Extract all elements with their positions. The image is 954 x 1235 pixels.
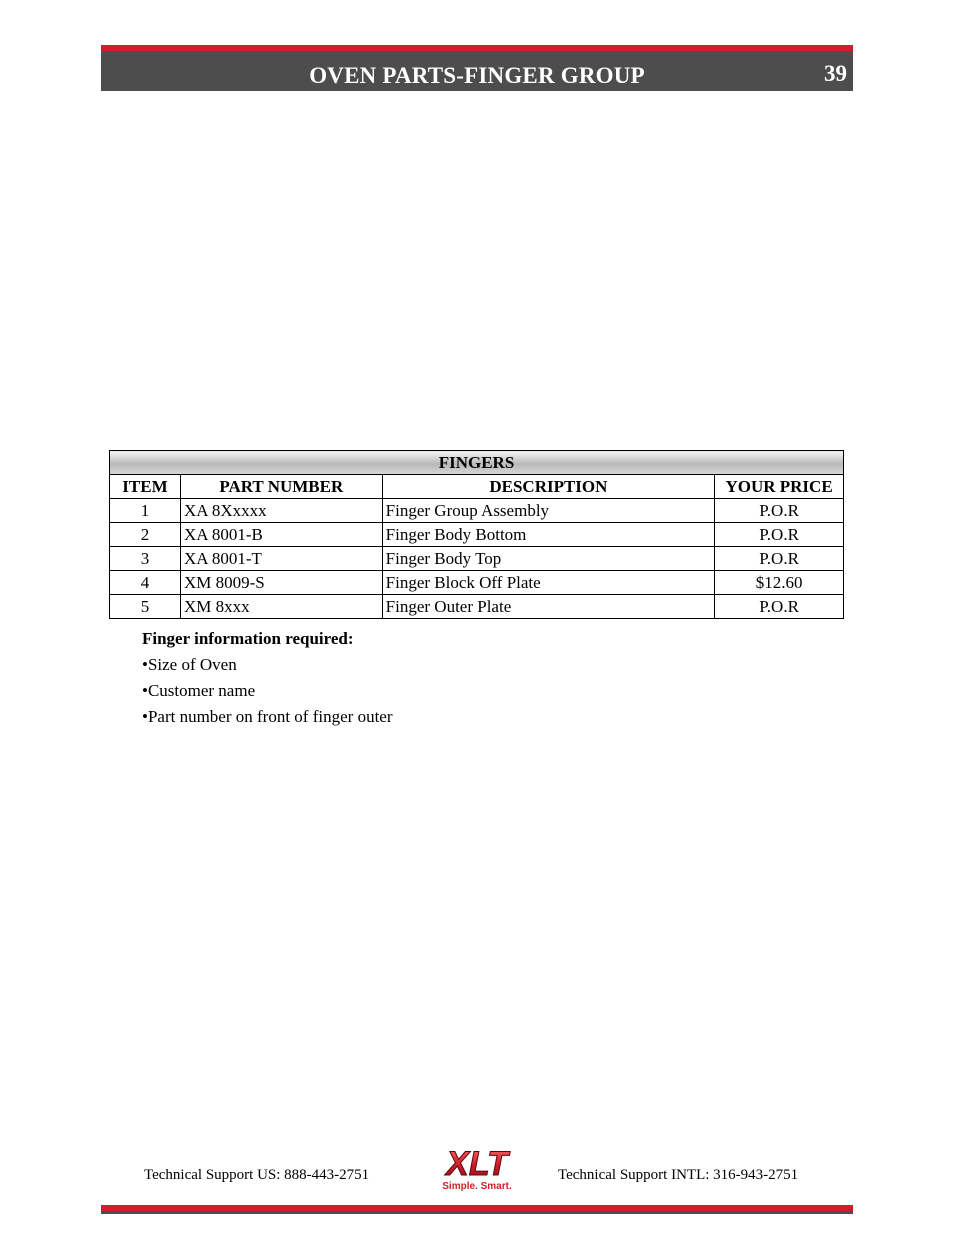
note-item: •Size of Oven (142, 655, 237, 674)
cell-description: Finger Outer Plate (382, 595, 714, 619)
cell-item: 4 (110, 571, 181, 595)
column-header-price: YOUR PRICE (715, 475, 844, 499)
xlt-logo (428, 1143, 526, 1193)
notes-title: Finger information required: (142, 629, 354, 648)
cell-price: P.O.R (715, 523, 844, 547)
cell-price: P.O.R (715, 547, 844, 571)
column-header-item: ITEM (110, 475, 181, 499)
logo-tagline: Simple. Smart. (442, 1181, 512, 1192)
table-row (110, 595, 844, 619)
column-header-description: DESCRIPTION (382, 475, 714, 499)
page-number: 39 (824, 61, 847, 86)
cell-part-number: XA 8001-T (180, 547, 382, 571)
cell-item: 2 (110, 523, 181, 547)
table-row (110, 571, 844, 595)
cell-item: 5 (110, 595, 181, 619)
parts-table (109, 450, 844, 619)
page-title: OVEN PARTS-FINGER GROUP (309, 63, 645, 88)
table-row (110, 523, 844, 547)
cell-item: 1 (110, 499, 181, 523)
cell-part-number: XA 8001-B (180, 523, 382, 547)
footer-bar (101, 1205, 853, 1214)
note-item: •Part number on front of finger outer (142, 707, 393, 726)
cell-description: Finger Group Assembly (382, 499, 714, 523)
cell-description: Finger Body Top (382, 547, 714, 571)
cell-part-number: XA 8Xxxxx (180, 499, 382, 523)
column-header-part-number: PART NUMBER (180, 475, 382, 499)
page-header (101, 45, 853, 91)
cell-part-number: XM 8xxx (180, 595, 382, 619)
cell-part-number: XM 8009-S (180, 571, 382, 595)
finger-info-notes (142, 626, 393, 730)
table-header-row (110, 475, 844, 499)
table-row (110, 547, 844, 571)
cell-item: 3 (110, 547, 181, 571)
note-item: •Customer name (142, 681, 256, 700)
support-us: Technical Support US: 888-443-2751 (144, 1167, 370, 1183)
cell-description: Finger Block Off Plate (382, 571, 714, 595)
cell-price: $12.60 (715, 571, 844, 595)
cell-price: P.O.R (715, 499, 844, 523)
cell-price: P.O.R (715, 595, 844, 619)
table-group-title: FINGERS (110, 451, 844, 475)
logo-wordmark: XLT (446, 1145, 508, 1183)
cell-description: Finger Body Bottom (382, 523, 714, 547)
support-intl: Technical Support INTL: 316-943-2751 (558, 1167, 799, 1183)
table-row (110, 499, 844, 523)
